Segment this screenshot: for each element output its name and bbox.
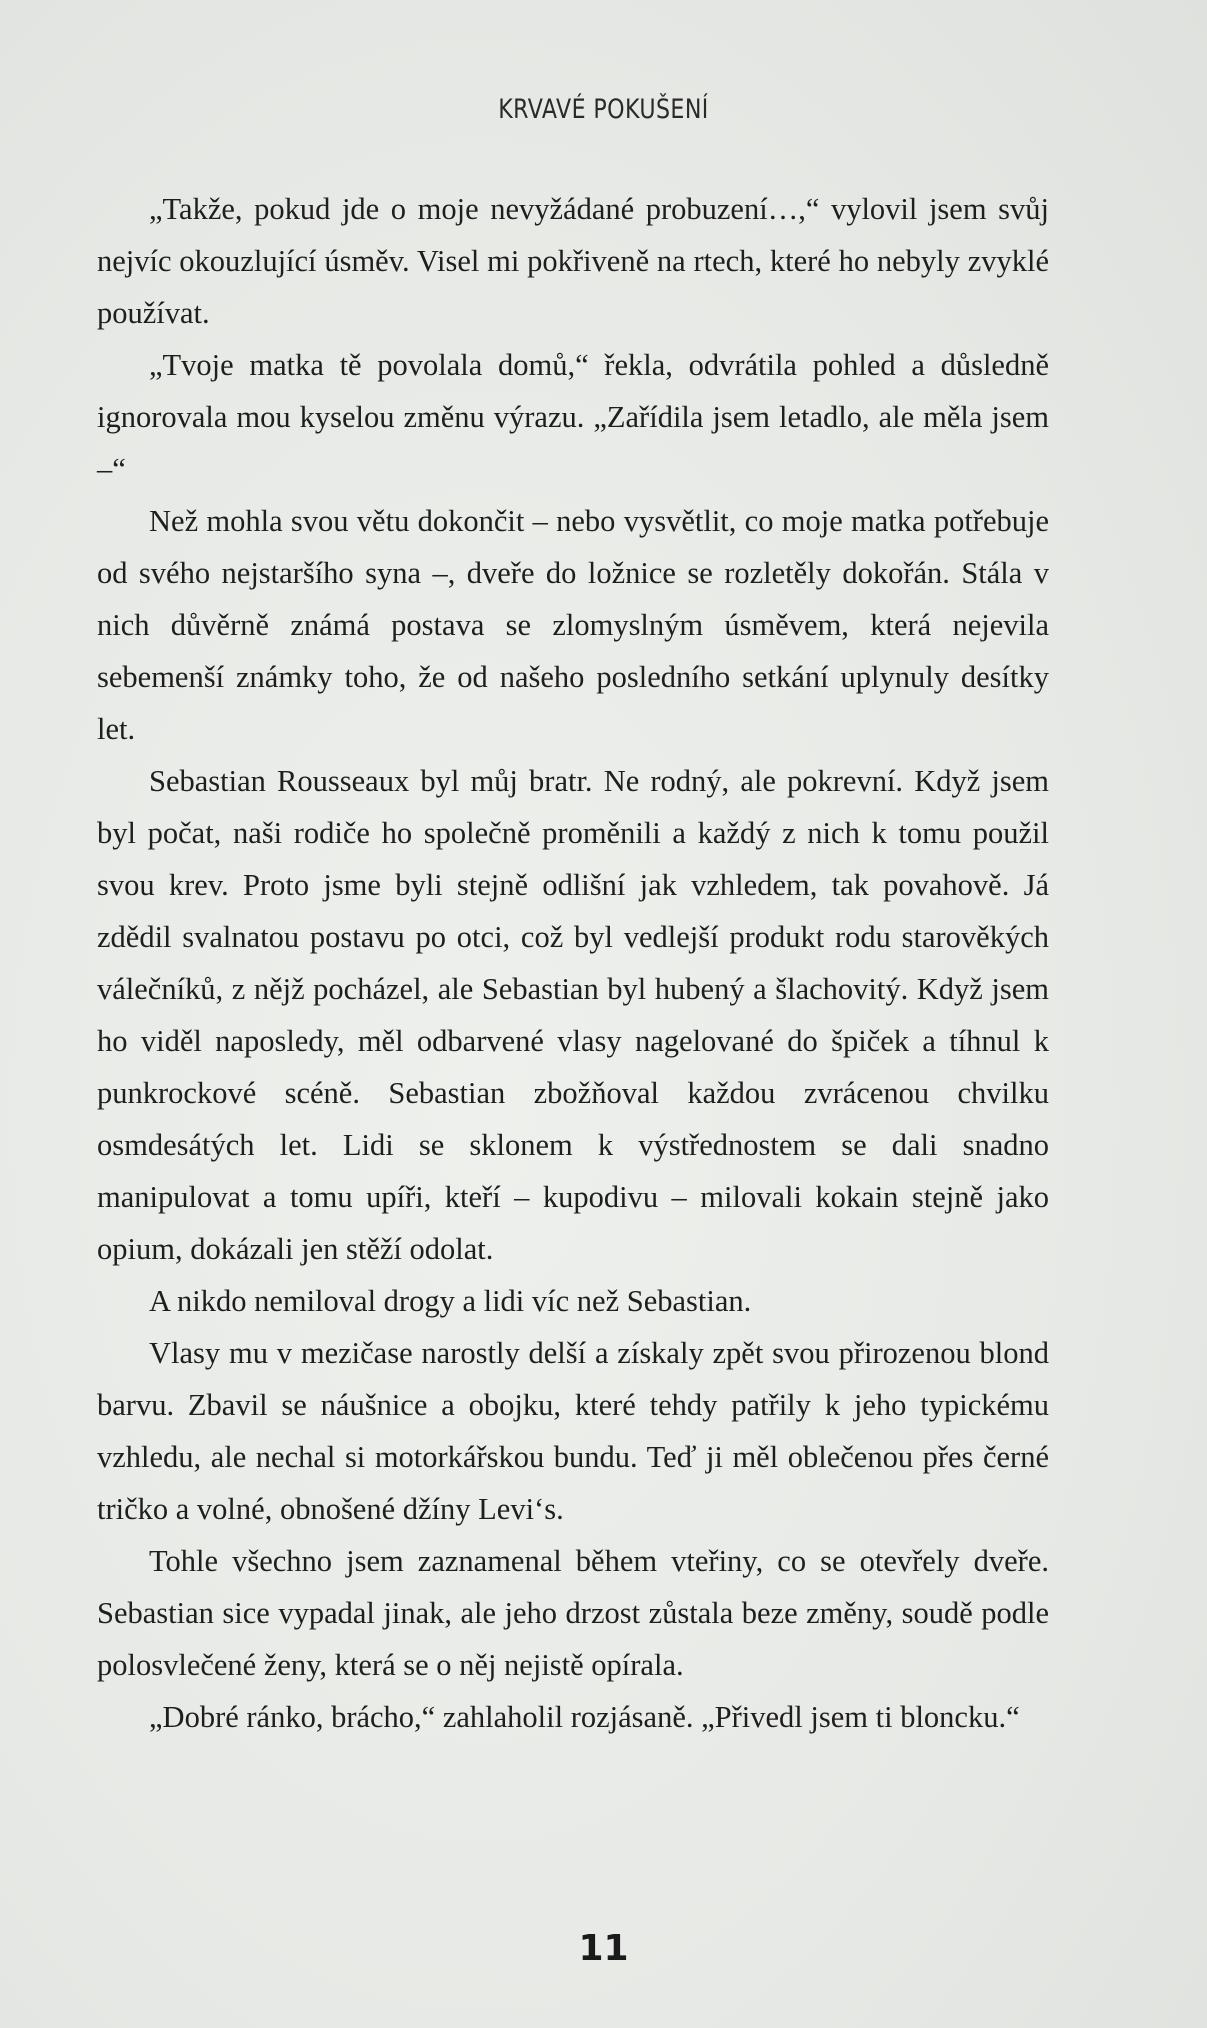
paragraph: „Takže, pokud jde o moje nevyžádané probuzení…,“ vylovil jsem svůj nejvíc okouzlující úsměv. Visel mi pokřiveně na rtech, které ho nebyly zvyklé používat.: [97, 192, 1049, 330]
page-number: 11: [578, 1928, 629, 1969]
paragraph: „Dobré ránko, brácho,“ zahlaholil rozjásaně. „Přivedl jsem ti bloncku.“: [149, 1700, 1020, 1734]
paragraph: Tohle všechno jsem zaznamenal během vteřiny, co se otevřely dveře. Sebastian sice vypadal jinak, ale jeho drzost zůstala beze změny, soudě podle polosvlečené ženy, která se o něj nejistě opírala.: [97, 1544, 1049, 1682]
body-text: [97, 183, 1049, 1743]
paragraph: Sebastian Rousseaux byl můj bratr. Ne rodný, ale pokrevní. Když jsem byl počat, naši rodiče ho společně proměnili a každý z nich k tomu použil svou krev. Proto jsme byli stejně odlišní jak vzhledem, tak povahově. Já zdědil svalnatou postavu po otci, což byl vedlejší produkt rodu starověkých válečníků, z nějž pocházel, ale Sebastian byl hubený a šlachovitý. Když jsem ho viděl naposledy, měl odbarvené vlasy nagelované do špiček a tíhnul k punkrockové scéně. Sebastian zbožňoval každou zvrácenou chvilku osmdesátých let. Lidi se sklonem k výstřednostem se dali snadno manipulovat a tomu upíři, kteří – kupodivu – milovali kokain stejně jako opium, dokázali jen stěží odolat.: [97, 764, 1049, 1266]
paragraph: Než mohla svou větu dokončit – nebo vysvětlit, co moje matka potřebuje od svého nejstaršího syna –, dveře do ložnice se rozletěly dokořán. Stála v nich důvěrně známá postava se zlomyslným úsměvem, která nejevila sebemenší známky toho, že od našeho posledního setkání uplynuly desítky let.: [97, 504, 1049, 746]
paragraph: A nikdo nemiloval drogy a lidi víc než Sebastian.: [149, 1284, 752, 1318]
paragraph: „Tvoje matka tě povolala domů,“ řekla, odvrátila pohled a důsledně ignorovala mou kyselou změnu výrazu. „Zařídila jsem letadlo, ale měla jsem –“: [97, 348, 1049, 486]
paragraph: Vlasy mu v mezičase narostly delší a získaly zpět svou přirozenou blond barvu. Zbavil se náušnice a obojku, které tehdy patřily k jeho typickému vzhledu, ale nechal si motorkářskou bundu. Teď ji měl oblečenou přes černé tričko a volné, obnošené džíny Levi‘s.: [97, 1336, 1049, 1526]
running-head: KRVAVÉ POKUŠENÍ: [498, 94, 709, 125]
